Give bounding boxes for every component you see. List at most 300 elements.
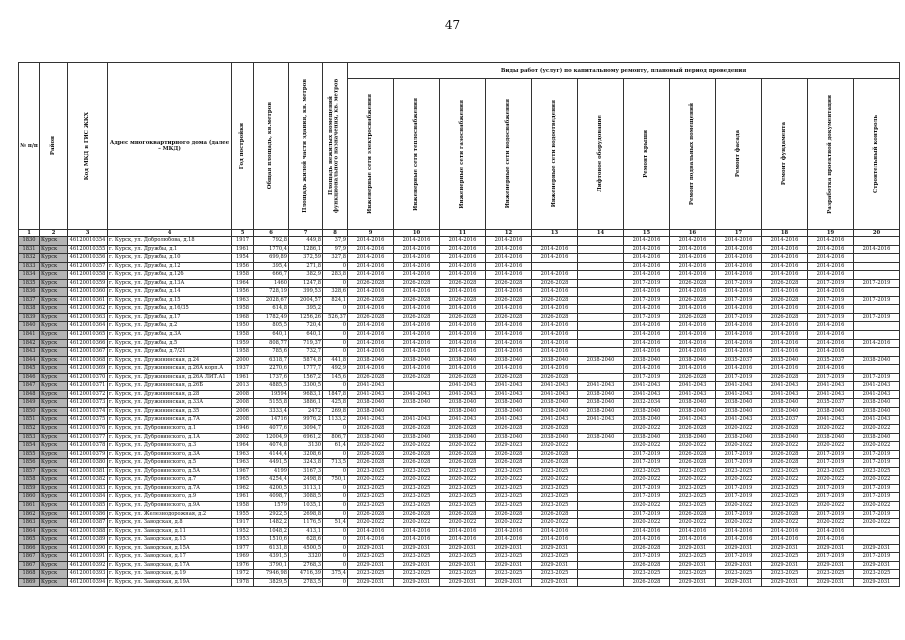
- row-work-period: 2014-2016: [348, 322, 394, 331]
- row-living-area: 640,1: [289, 331, 323, 340]
- row-work-period: 2041-2043: [716, 382, 762, 391]
- row-work-period: 2035-2040: [762, 356, 808, 365]
- row-total-area: 1579: [254, 501, 289, 510]
- row-work-period: 2026-2028: [670, 425, 716, 434]
- row-living-area: 3243,8: [289, 459, 323, 468]
- row-district: Курск: [40, 382, 68, 391]
- row-work-period: 2020-2022: [808, 501, 854, 510]
- row-work-period: 2014-2016: [486, 322, 532, 331]
- row-number: 1832: [19, 254, 40, 263]
- row-living-area: 3300,5: [289, 382, 323, 391]
- row-work-period: 2017-2019: [624, 484, 670, 493]
- row-living-area: 9683,1: [289, 390, 323, 399]
- row-year: 1917: [232, 519, 254, 528]
- row-work-period: 2026-2028: [348, 313, 394, 322]
- row-work-period: [578, 484, 624, 493]
- table-row: [19, 237, 900, 246]
- row-work-period: 2014-2016: [394, 339, 440, 348]
- row-work-period: 2023-2025: [348, 501, 394, 510]
- table-row: [19, 510, 900, 519]
- row-work-period: 2014-2016: [716, 262, 762, 271]
- row-gis-code: 46120010359: [68, 279, 108, 288]
- row-work-period: 2014-2016: [440, 339, 486, 348]
- row-work-period: 2017-2019: [716, 313, 762, 322]
- row-work-period: 2014-2016: [762, 536, 808, 545]
- row-work-period: [578, 553, 624, 562]
- row-work-period: 2014-2016: [716, 339, 762, 348]
- row-work-period: 2014-2016: [762, 339, 808, 348]
- row-address: г. Курск, ул. Дубровинского, д.5: [108, 459, 232, 468]
- row-gis-code: 46120010363: [68, 313, 108, 322]
- table-row: [19, 407, 900, 416]
- row-work-period: 2014-2016: [348, 536, 394, 545]
- row-address: г. Курск, ул. Дубровинского, д.5А: [108, 467, 232, 476]
- row-work-period: [578, 425, 624, 434]
- row-nonres-area: 0: [323, 493, 348, 502]
- row-living-area: 413,1: [289, 527, 323, 536]
- row-work-period: 2041-2043: [348, 382, 394, 391]
- row-number: 1849: [19, 399, 40, 408]
- capital-repair-table-sheet: [18, 62, 891, 587]
- row-year: 1917: [232, 237, 254, 246]
- table-row: [19, 254, 900, 263]
- row-number: 1833: [19, 262, 40, 271]
- row-work-period: 2014-2016: [762, 365, 808, 374]
- row-work-period: 2041-2043: [440, 416, 486, 425]
- row-number: 1845: [19, 365, 40, 374]
- row-work-period: 2017-2019: [624, 313, 670, 322]
- column-number: 14: [578, 230, 624, 237]
- row-work-period: 2014-2016: [624, 348, 670, 357]
- row-district: Курск: [40, 288, 68, 297]
- row-nonres-area: 824,1: [323, 296, 348, 305]
- row-work-period: 2014-2016: [532, 365, 578, 374]
- row-number: 1854: [19, 442, 40, 451]
- row-living-area: 2698,8: [289, 510, 323, 519]
- row-total-area: 6318,7: [254, 356, 289, 365]
- row-district: Курск: [40, 536, 68, 545]
- row-work-period: [578, 296, 624, 305]
- row-work-period: [578, 467, 624, 476]
- row-work-period: 2038-2040: [762, 399, 808, 408]
- row-gis-code: 46120010385: [68, 501, 108, 510]
- row-work-period: 2026-2028: [486, 296, 532, 305]
- row-work-period: [854, 331, 900, 340]
- row-work-period: 2035-2037: [808, 399, 854, 408]
- row-year: 1976: [232, 561, 254, 570]
- column-number-row: [19, 230, 900, 237]
- row-address: г. Курск, ул. Дружбы, д.5: [108, 339, 232, 348]
- row-year: 1953: [232, 536, 254, 545]
- row-total-area: 1048,2: [254, 527, 289, 536]
- row-work-period: 2038-2040: [486, 433, 532, 442]
- row-number: 1834: [19, 271, 40, 280]
- row-nonres-area: 0: [323, 578, 348, 587]
- row-work-period: 2029-2031: [716, 544, 762, 553]
- row-work-period: 2014-2016: [624, 288, 670, 297]
- row-nonres-area: 713,5: [323, 459, 348, 468]
- row-total-area: 785,6: [254, 348, 289, 357]
- row-gis-code: 46120010388: [68, 527, 108, 536]
- row-address: г. Курск, ул. Дубровинского, д.9: [108, 493, 232, 502]
- row-nonres-area: 0: [323, 322, 348, 331]
- row-work-period: 2038-2040: [348, 356, 394, 365]
- row-district: Курск: [40, 553, 68, 562]
- row-work-period: 2023-2025: [440, 467, 486, 476]
- row-work-period: 2014-2016: [348, 348, 394, 357]
- row-work-period: 2014-2016: [532, 536, 578, 545]
- row-total-area: 4098,7: [254, 493, 289, 502]
- row-work-period: 2014-2016: [394, 322, 440, 331]
- row-address: г. Курск, ул. Заводская, д.8: [108, 519, 232, 528]
- row-work-period: 2041-2043: [394, 416, 440, 425]
- row-work-period: 2017-2019: [854, 484, 900, 493]
- row-district: Курск: [40, 416, 68, 425]
- row-work-period: 2014-2016: [624, 322, 670, 331]
- row-work-period: 2014-2016: [532, 348, 578, 357]
- row-work-period: 2041-2043: [624, 390, 670, 399]
- row-work-period: 2014-2016: [348, 245, 394, 254]
- row-work-period: 2026-2028: [670, 459, 716, 468]
- row-living-area: 9976,2: [289, 416, 323, 425]
- row-work-period: 2026-2028: [532, 373, 578, 382]
- row-work-period: 2014-2016: [440, 262, 486, 271]
- row-address: г. Курск, ул. Заводская, д.17: [108, 553, 232, 562]
- row-work-period: 2041-2043: [578, 416, 624, 425]
- row-number: 1860: [19, 493, 40, 502]
- row-gis-code: 46120010387: [68, 519, 108, 528]
- row-work-period: 2020-2022: [624, 425, 670, 434]
- row-year: 1972: [232, 570, 254, 579]
- row-work-period: 2014-2016: [670, 322, 716, 331]
- row-work-period: 2014-2016: [624, 262, 670, 271]
- row-work-period: 2026-2028: [440, 459, 486, 468]
- row-gis-code: 46120010372: [68, 390, 108, 399]
- row-work-period: 2041-2043: [716, 390, 762, 399]
- table-row: [19, 570, 900, 579]
- row-nonres-area: 145,6: [323, 373, 348, 382]
- row-number: 1857: [19, 467, 40, 476]
- row-total-area: 2922,5: [254, 510, 289, 519]
- row-living-area: 271,8: [289, 262, 323, 271]
- row-total-area: 3333,4: [254, 407, 289, 416]
- row-work-period: 2026-2028: [762, 510, 808, 519]
- table-row: [19, 467, 900, 476]
- row-living-area: 2004,57: [289, 296, 323, 305]
- row-work-period: 2014-2016: [440, 536, 486, 545]
- row-work-period: 2014-2016: [348, 288, 394, 297]
- row-work-period: 2023-2025: [854, 570, 900, 579]
- row-work-period: 2014-2016: [440, 322, 486, 331]
- row-work-period: 2023-2025: [670, 493, 716, 502]
- row-nonres-area: 283,8: [323, 271, 348, 280]
- row-total-area: 805,5: [254, 322, 289, 331]
- table-row: [19, 271, 900, 280]
- row-work-period: 2017-2019: [808, 510, 854, 519]
- row-work-period: 2038-2040: [532, 399, 578, 408]
- row-address: г. Курск, ул. Дубровинского, д.9А: [108, 501, 232, 510]
- row-work-period: 2014-2016: [486, 305, 532, 314]
- row-nonres-area: 0: [323, 501, 348, 510]
- column-number: 8: [323, 230, 348, 237]
- row-district: Курск: [40, 279, 68, 288]
- row-work-period: [578, 544, 624, 553]
- row-number: 1867: [19, 553, 40, 562]
- table-row: [19, 296, 900, 305]
- row-year: 1956: [232, 288, 254, 297]
- row-work-period: 2017-2019: [854, 459, 900, 468]
- row-work-period: 2014-2016: [716, 288, 762, 297]
- row-work-period: 2014-2016: [670, 245, 716, 254]
- row-total-area: 1770,4: [254, 245, 289, 254]
- row-work-period: 2026-2028: [532, 313, 578, 322]
- row-nonres-area: 97,9: [323, 245, 348, 254]
- row-gis-code: 46120010366: [68, 339, 108, 348]
- row-work-period: 2038-2040: [440, 356, 486, 365]
- row-work-period: [854, 262, 900, 271]
- row-work-period: 2014-2016: [440, 348, 486, 357]
- row-work-period: 2032-2034: [624, 399, 670, 408]
- row-work-period: 2026-2028: [762, 296, 808, 305]
- row-work-period: 2014-2016: [716, 237, 762, 246]
- row-address: г. Курск, ул. Дубровинского, д.1А: [108, 433, 232, 442]
- row-living-area: 4716,39: [289, 570, 323, 579]
- row-district: Курск: [40, 245, 68, 254]
- table-row: [19, 561, 900, 570]
- row-living-area: 395,2: [289, 305, 323, 314]
- row-work-period: [578, 561, 624, 570]
- row-gis-code: 46120010362: [68, 305, 108, 314]
- row-nonres-area: 0: [323, 536, 348, 545]
- row-year: 1964: [232, 442, 254, 451]
- row-work-period: 2026-2028: [348, 279, 394, 288]
- row-work-period: 2014-2016: [808, 339, 854, 348]
- row-work-period: 2017-2019: [854, 313, 900, 322]
- row-work-period: 2014-2016: [670, 262, 716, 271]
- row-nonres-area: 61,4: [323, 442, 348, 451]
- row-work-period: 2017-2019: [854, 373, 900, 382]
- row-work-period: 2041-2043: [762, 382, 808, 391]
- row-work-period: 2038-2040: [808, 433, 854, 442]
- row-work-period: 2020-2022: [440, 519, 486, 528]
- row-work-period: 2026-2028: [440, 510, 486, 519]
- row-district: Курск: [40, 527, 68, 536]
- row-work-period: 2029-2031: [854, 578, 900, 587]
- row-total-area: 4077,6: [254, 425, 289, 434]
- row-work-period: 2038-2040: [624, 433, 670, 442]
- row-work-period: 2014-2016: [532, 339, 578, 348]
- row-district: Курск: [40, 313, 68, 322]
- row-work-period: 2026-2028: [762, 459, 808, 468]
- row-work-period: 2017-2019: [854, 296, 900, 305]
- row-work-period: 2014-2016: [716, 254, 762, 263]
- row-living-area: 2472: [289, 407, 323, 416]
- header-work-2: Инженерные сети теплоснабжения: [412, 97, 419, 211]
- row-work-period: [578, 510, 624, 519]
- row-work-period: 2023-2025: [624, 467, 670, 476]
- row-work-period: 2014-2016: [348, 271, 394, 280]
- row-gis-code: 46120010378: [68, 442, 108, 451]
- row-work-period: 2041-2043: [532, 416, 578, 425]
- row-work-period: 2038-2040: [854, 433, 900, 442]
- row-work-period: 2020-2022: [440, 476, 486, 485]
- row-number: 1866: [19, 544, 40, 553]
- row-work-period: 2020-2022: [808, 442, 854, 451]
- row-work-period: 2038-2040: [854, 399, 900, 408]
- row-district: Курск: [40, 390, 68, 399]
- row-gis-code: 46120010384: [68, 493, 108, 502]
- row-work-period: 2014-2016: [348, 339, 394, 348]
- header-work-7: Ремонт крыши: [642, 130, 649, 178]
- row-total-area: 1782,49: [254, 313, 289, 322]
- row-living-area: 449,8: [289, 237, 323, 246]
- row-year: 1958: [232, 348, 254, 357]
- header-district: Район: [49, 136, 56, 156]
- row-work-period: 2017-2019: [808, 373, 854, 382]
- row-number: 1839: [19, 313, 40, 322]
- row-district: Курск: [40, 442, 68, 451]
- row-work-period: 2014-2016: [716, 365, 762, 374]
- row-district: Курск: [40, 322, 68, 331]
- row-work-period: 2029-2031: [854, 561, 900, 570]
- row-work-period: 2014-2016: [762, 322, 808, 331]
- row-work-period: 2014-2016: [670, 331, 716, 340]
- column-number: 1: [19, 230, 40, 237]
- row-work-period: 2026-2028: [440, 450, 486, 459]
- row-work-period: 2014-2016: [808, 288, 854, 297]
- row-work-period: 2014-2016: [716, 305, 762, 314]
- row-nonres-area: 0: [323, 305, 348, 314]
- row-work-period: 2020-2022: [670, 476, 716, 485]
- row-year: 1978: [232, 578, 254, 587]
- row-address: г. Курск, ул. Дружбы, д.14: [108, 288, 232, 297]
- row-work-period: 2029-2031: [394, 561, 440, 570]
- row-district: Курск: [40, 425, 68, 434]
- row-work-period: 2017-2019: [716, 296, 762, 305]
- row-work-period: 2023-2025: [808, 467, 854, 476]
- row-total-area: 4491,5: [254, 459, 289, 468]
- row-year: 2008: [232, 399, 254, 408]
- row-work-period: 2017-2019: [716, 493, 762, 502]
- row-work-period: 2035-2037: [716, 356, 762, 365]
- column-number: 7: [289, 230, 323, 237]
- row-work-period: 2017-2019: [808, 493, 854, 502]
- table-row: [19, 279, 900, 288]
- row-work-period: 2014-2016: [716, 527, 762, 536]
- row-work-period: 2014-2016: [394, 305, 440, 314]
- column-number: 2: [40, 230, 68, 237]
- row-work-period: 2023-2025: [670, 467, 716, 476]
- row-work-period: 2041-2043: [348, 390, 394, 399]
- row-work-period: 2041-2043: [670, 416, 716, 425]
- row-work-period: 2014-2016: [716, 536, 762, 545]
- row-work-period: 2026-2028: [348, 425, 394, 434]
- row-work-period: 2014-2016: [670, 536, 716, 545]
- table-row: [19, 305, 900, 314]
- row-work-period: 2014-2016: [624, 536, 670, 545]
- row-work-period: 2026-2028: [394, 313, 440, 322]
- row-work-period: 2014-2016: [762, 288, 808, 297]
- table-row: [19, 519, 900, 528]
- row-work-period: 2029-2031: [670, 561, 716, 570]
- row-work-period: 2029-2031: [348, 578, 394, 587]
- row-number: 1843: [19, 348, 40, 357]
- row-living-area: 3208,6: [289, 450, 323, 459]
- table-header: [19, 63, 900, 230]
- row-number: 1864: [19, 527, 40, 536]
- row-district: Курск: [40, 262, 68, 271]
- row-nonres-area: 328,6: [323, 288, 348, 297]
- row-work-period: 2020-2022: [762, 442, 808, 451]
- row-nonres-area: 526,37: [323, 313, 348, 322]
- row-work-period: 2023-2025: [762, 467, 808, 476]
- row-total-area: 4885,5: [254, 382, 289, 391]
- row-work-period: 2026-2028: [394, 279, 440, 288]
- row-work-period: 2026-2028: [440, 373, 486, 382]
- row-work-period: 2026-2028: [762, 425, 808, 434]
- row-work-period: [854, 322, 900, 331]
- row-work-period: 2038-2040: [854, 356, 900, 365]
- row-work-period: 2026-2028: [532, 510, 578, 519]
- row-gis-code: 46120010370: [68, 373, 108, 382]
- row-work-period: 2023-2025: [808, 570, 854, 579]
- row-district: Курск: [40, 476, 68, 485]
- column-number: 4: [108, 230, 232, 237]
- row-gis-code: 46120010355: [68, 245, 108, 254]
- row-work-period: 2014-2016: [348, 305, 394, 314]
- row-work-period: 2026-2028: [670, 279, 716, 288]
- row-nonres-area: 441,8: [323, 356, 348, 365]
- row-nonres-area: 0: [323, 348, 348, 357]
- table-row: [19, 245, 900, 254]
- row-number: 1835: [19, 279, 40, 288]
- row-work-period: 2026-2028: [348, 459, 394, 468]
- row-work-period: 2014-2016: [808, 305, 854, 314]
- row-work-period: [854, 365, 900, 374]
- row-work-period: 2029-2023: [486, 442, 532, 451]
- row-address: г. Курск, ул. Дружбы, д.3А: [108, 331, 232, 340]
- row-total-area: 1460: [254, 279, 289, 288]
- row-gis-code: 46120010371: [68, 382, 108, 391]
- row-address: г. Курск, ул. Дружбы, д.12б: [108, 271, 232, 280]
- row-work-period: 2017-2019: [808, 484, 854, 493]
- header-no: № п/п: [19, 63, 40, 230]
- row-work-period: 2014-2016: [486, 271, 532, 280]
- table-row: [19, 484, 900, 493]
- row-work-period: 2014-2016: [670, 527, 716, 536]
- row-work-period: 2014-2016: [440, 237, 486, 246]
- row-year: 1937: [232, 365, 254, 374]
- row-address: г. Курск, ул. Дружбы, д.13А: [108, 279, 232, 288]
- row-work-period: 2014-2016: [808, 271, 854, 280]
- row-gis-code: 46120010382: [68, 476, 108, 485]
- row-work-period: 2014-2016: [716, 322, 762, 331]
- header-work-10: Ремонт фундамента: [780, 122, 787, 186]
- row-work-period: 2014-2016: [624, 339, 670, 348]
- row-number: 1844: [19, 356, 40, 365]
- row-total-area: 614,8: [254, 305, 289, 314]
- row-total-area: 395,4: [254, 262, 289, 271]
- row-work-period: 2026-2028: [348, 373, 394, 382]
- table-row: [19, 493, 900, 502]
- row-work-period: 2023-2025: [854, 467, 900, 476]
- row-gis-code: 46120010361: [68, 296, 108, 305]
- row-work-period: 2026-2028: [394, 296, 440, 305]
- row-work-period: [578, 254, 624, 263]
- row-total-area: 4254,4: [254, 476, 289, 485]
- row-work-period: 2038-2040: [440, 433, 486, 442]
- row-work-period: 2029-2031: [854, 544, 900, 553]
